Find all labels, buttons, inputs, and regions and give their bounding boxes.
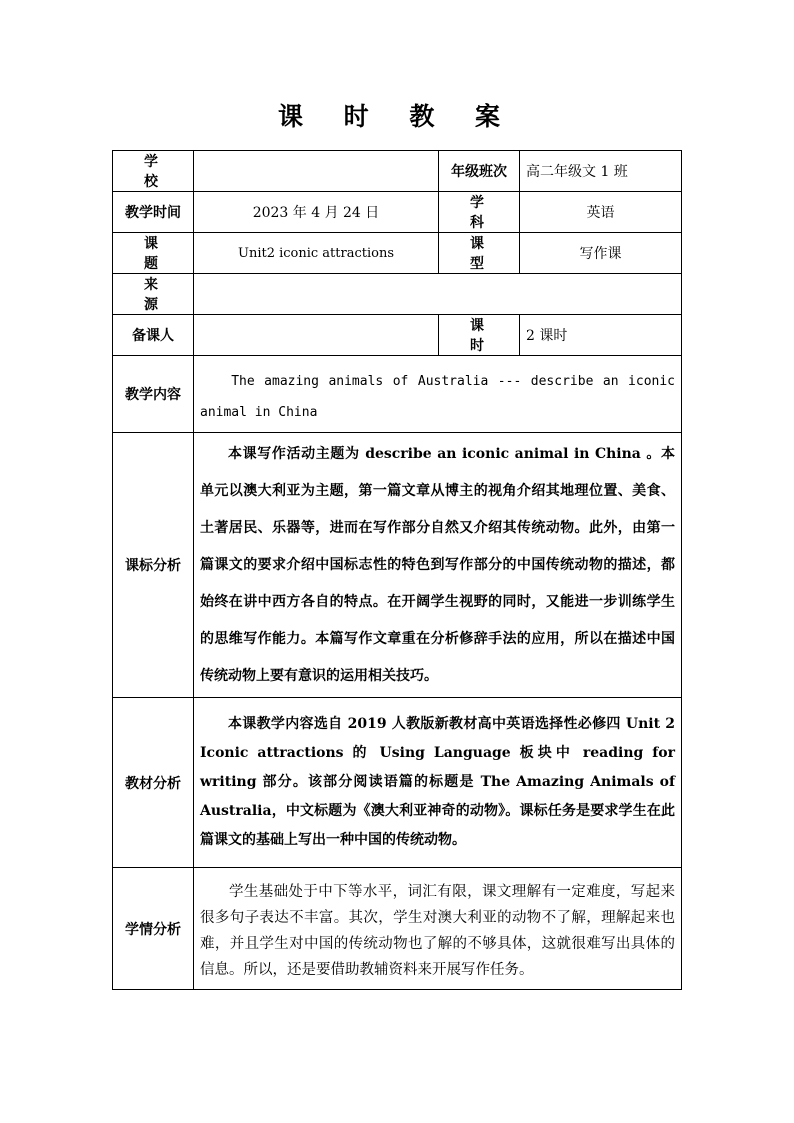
subject-label: 学 科 [439,192,520,233]
source-value [194,274,682,315]
class-value: 高二年级文 1 班 [520,151,682,192]
hours-value: 2 课时 [520,315,682,356]
school-value [194,151,439,192]
topic-value: Unit2 iconic attractions [194,233,439,274]
row-topic [113,233,682,274]
topic-label: 课 题 [113,233,194,274]
row-school [113,151,682,192]
school-label: 学 校 [113,151,194,192]
hours-label: 课 时 [439,315,520,356]
preparer-label: 备课人 [113,315,194,356]
type-label: 课 型 [439,233,520,274]
content-label: 教学内容 [113,356,194,433]
row-source [113,274,682,315]
lesson-plan-table [112,150,682,990]
standard-value: 本课写作活动主题为 describe an iconic animal in China 。本单元以澳大利亚为主题，第一篇文章从博主的视角介绍其地理位置、美食、土著居民、乐器等，进而在写作部分自然又介绍其传统动物。此外，由第一篇课文的要求介绍中国标志性的特色到写作部分的中国传统动物的描述，都始终在讲中西方各自的特点。在开阔学生视野的同时，又能进一步训练学生的思维写作能力。本篇写作文章重在分析修辞手法的应用，所以在描述中国传统动物上要有意识的运用相关技巧。 [194,433,682,698]
class-label: 年级班次 [439,151,520,192]
row-preparer [113,315,682,356]
standard-label: 课标分析 [113,433,194,698]
row-textbook [113,698,682,868]
content-value: The amazing animals of Australia --- describe an iconic animal in China [194,356,682,433]
textbook-label: 教材分析 [113,698,194,868]
time-label: 教学时间 [113,192,194,233]
time-value: 2023 年 4 月 24 日 [194,192,439,233]
row-standard [113,433,682,698]
learner-label: 学情分析 [113,868,194,990]
learner-value: 学生基础处于中下等水平，词汇有限，课文理解有一定难度，写起来很多句子表达不丰富。其次，学生对澳大利亚的动物不了解，理解起来也难，并且学生对中国的传统动物也了解的不够具体，这就很难写出具体的信息。所以，还是要借助教辅资料来开展写作任务。 [194,868,682,990]
type-value: 写作课 [520,233,682,274]
source-label: 来 源 [113,274,194,315]
row-learner [113,868,682,990]
row-time [113,192,682,233]
page-title: 课 时 教 案 [277,102,517,131]
subject-value: 英语 [520,192,682,233]
row-content [113,356,682,433]
preparer-value [194,315,439,356]
textbook-value: 本课教学内容选自 2019 人教版新教材高中英语选择性必修四 Unit 2 Iconic attractions 的 Using Language 板块中 reading for writing 部分。该部分阅读语篇的标题是 The Amazing Animals of Australia，中文标题为《澳大利亚神奇的动物》。课标任务是要求学生在此篇课文的基础上写出一种中国的传统动物。 [194,698,682,868]
